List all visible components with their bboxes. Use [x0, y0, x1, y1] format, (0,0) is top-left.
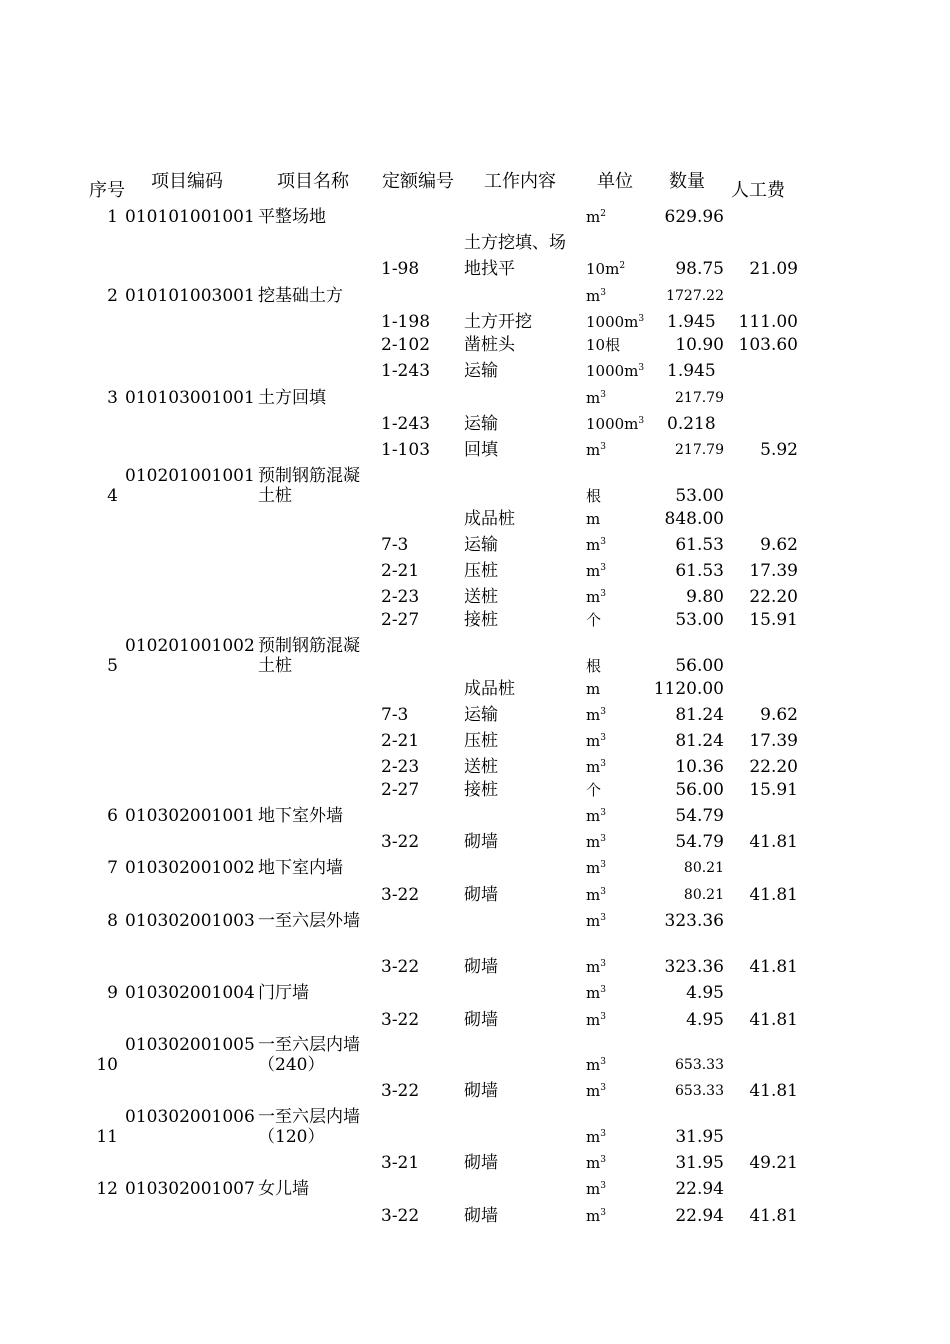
unit-cell: 个	[586, 611, 602, 629]
row-labor: 41.81	[749, 957, 798, 977]
row-work: 成品桩	[464, 679, 515, 699]
header-labor: 人工费	[731, 180, 785, 201]
row-labor: 15.91	[749, 780, 798, 800]
header-seq: 序号	[89, 180, 125, 201]
row-code: 010302001002	[125, 858, 255, 878]
row-labor: 17.39	[749, 731, 798, 751]
row-labor: 21.09	[749, 259, 798, 279]
row-seq: 3	[107, 388, 118, 408]
unit-cell: $m^3$	[586, 1207, 606, 1225]
row-work: 成品桩	[464, 509, 515, 529]
row-qty: 1.945	[667, 361, 716, 381]
row-qty: 848.00	[664, 509, 724, 529]
row-quota: 2-102	[381, 335, 431, 355]
row-qty: 56.00	[675, 656, 724, 676]
row-qty: 1120.00	[653, 679, 724, 699]
row-qty: 61.53	[675, 561, 724, 581]
row-labor: 41.81	[749, 1206, 798, 1226]
unit-cell: $m^3$	[586, 1154, 606, 1172]
row-labor: 9.62	[760, 535, 798, 555]
row-labor: 41.81	[749, 832, 798, 852]
unit-cell: $m^3$	[586, 706, 606, 724]
unit-cell: $1000m^3$	[586, 313, 645, 331]
row-work: 运输	[464, 361, 498, 381]
row-qty: 629.96	[664, 207, 724, 227]
row-qty: 22.94	[675, 1206, 724, 1226]
unit-cell: $m^3$	[586, 1056, 606, 1074]
unit-cell: $1000m^3$	[586, 362, 645, 380]
row-work: 运输	[464, 705, 498, 725]
unit-cell: $m^3$	[586, 732, 606, 750]
row-name-cont: （120）	[258, 1127, 325, 1147]
row-labor: 9.62	[760, 705, 798, 725]
row-work: 土方挖填、场	[464, 233, 566, 253]
row-work: 地找平	[464, 259, 515, 279]
row-qty: 653.33	[675, 1083, 724, 1099]
row-qty: 9.80	[686, 587, 724, 607]
unit-cell: $m^3$	[586, 886, 606, 904]
row-qty: 53.00	[675, 610, 724, 630]
row-name: 地下室内墙	[258, 858, 343, 878]
row-quota: 2-27	[381, 780, 420, 800]
row-qty: 80.21	[683, 887, 724, 903]
unit-cell: m	[586, 680, 601, 698]
unit-cell: $m^3$	[586, 1128, 606, 1146]
header-work: 工作内容	[484, 171, 556, 192]
row-work: 砌墙	[464, 832, 498, 852]
row-quota: 3-22	[381, 957, 420, 977]
row-quota: 2-27	[381, 610, 420, 630]
row-quota: 1-243	[381, 361, 431, 381]
unit-cell: $m^2$	[586, 208, 606, 226]
row-quota: 3-22	[381, 832, 420, 852]
unit-cell: $1000m^3$	[586, 415, 645, 433]
unit-cell: $10m^2$	[586, 260, 626, 278]
unit-cell: 根	[586, 657, 602, 675]
row-qty: 98.75	[675, 259, 724, 279]
unit-cell: $m^3$	[586, 758, 606, 776]
row-quota: 3-22	[381, 1010, 420, 1030]
row-work: 接桩	[464, 610, 498, 630]
row-quota: 1-103	[381, 440, 431, 460]
row-quota: 2-23	[381, 587, 420, 607]
row-qty: 217.79	[675, 390, 724, 406]
row-labor: 22.20	[749, 587, 798, 607]
row-labor: 17.39	[749, 561, 798, 581]
unit-cell: $m^3$	[586, 562, 606, 580]
row-qty: 81.24	[675, 705, 724, 725]
row-name-cont: （240）	[258, 1055, 325, 1075]
row-qty: 31.95	[675, 1127, 724, 1147]
row-quota: 2-21	[381, 731, 420, 751]
unit-cell: $m^3$	[586, 441, 606, 459]
row-work: 压桩	[464, 561, 498, 581]
row-qty: 10.90	[675, 335, 724, 355]
row-quota: 7-3	[381, 705, 409, 725]
row-qty: 80.21	[683, 860, 724, 876]
row-quota: 2-21	[381, 561, 420, 581]
row-name-cont: 土桩	[258, 486, 292, 506]
row-name: 门厅墙	[258, 983, 309, 1003]
header-name: 项目名称	[277, 171, 349, 192]
row-work: 运输	[464, 414, 498, 434]
row-labor: 22.20	[749, 757, 798, 777]
unit-cell: $m^3$	[586, 389, 606, 407]
unit-cell: $m^3$	[586, 1082, 606, 1100]
row-qty: 653.33	[675, 1057, 724, 1073]
row-name: 平整场地	[258, 207, 326, 227]
row-code: 010302001001	[125, 806, 255, 826]
unit-cell: $m^3$	[586, 807, 606, 825]
row-qty: 31.95	[675, 1153, 724, 1173]
row-work: 砌墙	[464, 1153, 498, 1173]
row-code: 010302001003	[125, 911, 255, 931]
unit-cell: m	[586, 510, 601, 528]
row-labor: 111.00	[738, 312, 798, 332]
row-labor: 41.81	[749, 1010, 798, 1030]
header-code: 项目编码	[151, 171, 223, 192]
row-labor: 5.92	[760, 440, 798, 460]
row-qty: 323.36	[664, 957, 724, 977]
row-quota: 3-22	[381, 885, 420, 905]
unit-cell: 个	[586, 781, 602, 799]
row-quota: 1-243	[381, 414, 431, 434]
row-qty: 4.95	[686, 1010, 724, 1030]
row-work: 压桩	[464, 731, 498, 751]
row-quota: 3-21	[381, 1153, 420, 1173]
row-work: 凿桩头	[464, 335, 515, 355]
row-seq: 5	[107, 656, 118, 676]
row-code: 010201001001	[125, 466, 255, 486]
row-quota: 7-3	[381, 535, 409, 555]
row-name: 地下室外墙	[258, 806, 343, 826]
row-code: 010302001007	[125, 1179, 255, 1199]
row-qty: 54.79	[675, 832, 724, 852]
row-qty: 4.95	[686, 983, 724, 1003]
unit-cell: $m^3$	[586, 958, 606, 976]
row-qty: 323.36	[664, 911, 724, 931]
row-seq: 7	[107, 858, 118, 878]
row-seq: 11	[96, 1127, 118, 1147]
row-code: 010201001002	[125, 636, 255, 656]
unit-cell: $m^3$	[586, 536, 606, 554]
row-qty: 22.94	[675, 1179, 724, 1199]
row-labor: 49.21	[749, 1153, 798, 1173]
row-seq: 10	[96, 1055, 118, 1075]
row-labor: 15.91	[749, 610, 798, 630]
row-work: 砌墙	[464, 1206, 498, 1226]
row-labor: 41.81	[749, 885, 798, 905]
row-code: 010302001004	[125, 983, 255, 1003]
row-code: 010101001001	[125, 207, 255, 227]
header-quota: 定额编号	[382, 171, 454, 192]
row-name: 一至六层内墙	[258, 1035, 360, 1055]
unit-cell: $m^3$	[586, 1011, 606, 1029]
row-work: 送桩	[464, 757, 498, 777]
unit-cell: $m^3$	[586, 1180, 606, 1198]
unit-cell: $m^3$	[586, 912, 606, 930]
row-qty: 1727.22	[666, 288, 724, 304]
row-seq: 6	[107, 806, 118, 826]
unit-cell: $m^3$	[586, 588, 606, 606]
row-quota: 3-22	[381, 1081, 420, 1101]
row-name: 一至六层外墙	[258, 911, 360, 931]
row-name: 预制钢筋混凝	[258, 636, 360, 656]
row-quota: 1-198	[381, 312, 431, 332]
row-work: 砌墙	[464, 1081, 498, 1101]
row-work: 运输	[464, 535, 498, 555]
row-labor: 103.60	[738, 335, 798, 355]
row-qty: 1.945	[667, 312, 716, 332]
row-seq: 4	[107, 486, 118, 506]
row-work: 砌墙	[464, 957, 498, 977]
row-qty: 217.79	[675, 442, 724, 458]
unit-cell: $m^3$	[586, 984, 606, 1002]
row-code: 010103001001	[125, 388, 255, 408]
row-qty: 0.218	[667, 414, 716, 434]
row-qty: 10.36	[675, 757, 724, 777]
row-qty: 61.53	[675, 535, 724, 555]
row-name: 预制钢筋混凝	[258, 466, 360, 486]
row-code: 010302001005	[125, 1035, 255, 1055]
row-seq: 12	[96, 1179, 118, 1199]
row-work: 送桩	[464, 587, 498, 607]
row-qty: 54.79	[675, 806, 724, 826]
row-name: 挖基础土方	[258, 286, 343, 306]
row-name: 土方回填	[258, 388, 326, 408]
unit-cell: 10根	[586, 336, 621, 354]
row-quota: 1-98	[381, 259, 420, 279]
row-seq: 9	[107, 983, 118, 1003]
row-name: 一至六层内墙	[258, 1107, 360, 1127]
row-name: 女儿墙	[258, 1179, 309, 1199]
row-quota: 2-23	[381, 757, 420, 777]
row-labor: 41.81	[749, 1081, 798, 1101]
row-work: 砌墙	[464, 1010, 498, 1030]
row-work: 土方开挖	[464, 312, 532, 332]
unit-cell: $m^3$	[586, 287, 606, 305]
header-qty: 数量	[669, 171, 705, 192]
row-qty: 56.00	[675, 780, 724, 800]
header-unit: 单位	[597, 171, 633, 192]
row-seq: 2	[107, 286, 118, 306]
row-qty: 53.00	[675, 486, 724, 506]
row-quota: 3-22	[381, 1206, 420, 1226]
row-code: 010101003001	[125, 286, 255, 306]
row-qty: 81.24	[675, 731, 724, 751]
row-seq: 8	[107, 911, 118, 931]
row-work: 砌墙	[464, 885, 498, 905]
unit-cell: 根	[586, 487, 602, 505]
row-seq: 1	[107, 207, 118, 227]
unit-cell: $m^3$	[586, 833, 606, 851]
row-work: 回填	[464, 440, 498, 460]
row-name-cont: 土桩	[258, 656, 292, 676]
unit-cell: $m^3$	[586, 859, 606, 877]
row-work: 接桩	[464, 780, 498, 800]
row-code: 010302001006	[125, 1107, 255, 1127]
